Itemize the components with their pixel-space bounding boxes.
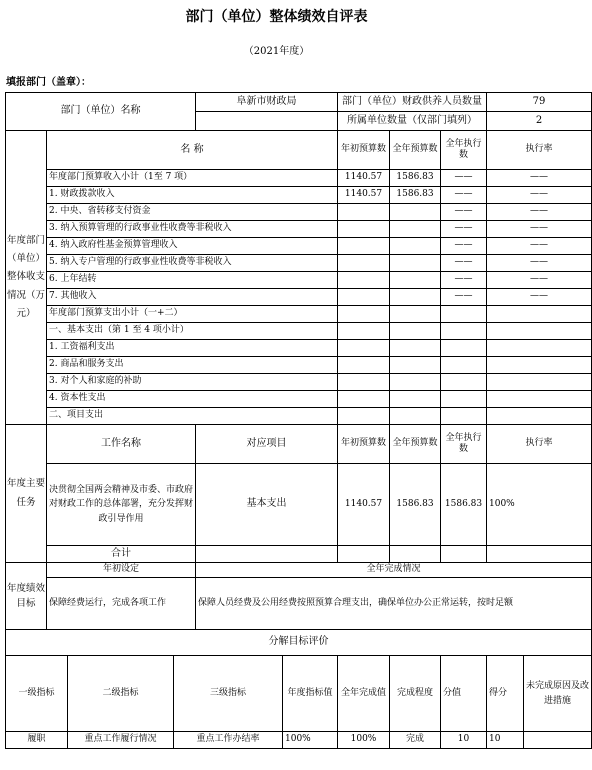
budget-row-name: 5. 纳入专户管理的行政事业性收费等非税收入 — [47, 255, 338, 272]
budget-row-initial — [338, 408, 390, 425]
budget-row-executed — [441, 357, 487, 374]
budget-row-executed: —— — [441, 238, 487, 255]
subunit-count-label: 所属单位数量（仅部门填列） — [338, 112, 487, 131]
eval-header-score: 分值 — [441, 656, 487, 732]
tasks-total-annual — [390, 546, 441, 563]
budget-row-rate: —— — [487, 170, 592, 187]
task-rate: 100% — [487, 464, 592, 546]
budget-row-annual — [390, 272, 441, 289]
budget-row-rate — [487, 357, 592, 374]
budget-row-initial — [338, 374, 390, 391]
budget-row-rate — [487, 323, 592, 340]
budget-row-executed — [441, 391, 487, 408]
budget-row-name: 一、基本支出（第 1 至 4 项小计） — [47, 323, 338, 340]
budget-row-executed — [441, 306, 487, 323]
budget-row-executed — [441, 323, 487, 340]
budget-row-executed: —— — [441, 221, 487, 238]
budget-row-initial — [338, 357, 390, 374]
budget-row-name: 6. 上年结转 — [47, 272, 338, 289]
budget-row-initial — [338, 238, 390, 255]
task-executed: 1586.83 — [441, 464, 487, 546]
eval-row-actual: 100% — [338, 732, 390, 749]
budget-row-rate — [487, 374, 592, 391]
dept-name-value: 阜新市财政局 — [196, 93, 338, 112]
goals-completion-header: 全年完成情况 — [196, 563, 592, 578]
budget-row-rate: —— — [487, 238, 592, 255]
tasks-total-initial — [338, 546, 390, 563]
eval-row-score: 10 — [441, 732, 487, 749]
eval-header-degree: 完成程度 — [390, 656, 441, 732]
filler-label: 填报部门（盖章）： — [6, 77, 91, 88]
tasks-header-executed: 全年执行数 — [441, 425, 487, 464]
report-year: （2021年度） — [243, 46, 310, 57]
budget-row-annual — [390, 221, 441, 238]
tasks-side-label: 年度主要任务 — [6, 425, 47, 563]
tasks-total-executed — [441, 546, 487, 563]
eval-row-target: 100% — [283, 732, 338, 749]
goals-initial-header: 年初设定 — [47, 563, 196, 578]
budget-row-name: 2. 中央、省转移支付资金 — [47, 204, 338, 221]
budget-row-executed: —— — [441, 170, 487, 187]
task-name: 决贯彻全国两会精神及市委、市政府对财政工作的总体部署，充分发挥财政引导作用 — [47, 464, 196, 546]
budget-row-executed: —— — [441, 187, 487, 204]
task-annual: 1586.83 — [390, 464, 441, 546]
budget-row-name: 7. 其他收入 — [47, 289, 338, 306]
budget-row-initial — [338, 306, 390, 323]
tasks-total-project — [196, 546, 338, 563]
page-title: 部门（单位）整体绩效自评表 — [185, 9, 368, 25]
budget-row-annual: 1586.83 — [390, 187, 441, 204]
budget-row-initial: 1140.57 — [338, 187, 390, 204]
budget-row-initial — [338, 272, 390, 289]
staff-count-value: 79 — [487, 93, 592, 112]
budget-row-name: 4. 纳入政府性基金预算管理收入 — [47, 238, 338, 255]
budget-row-annual — [390, 238, 441, 255]
budget-row-annual: 1586.83 — [390, 170, 441, 187]
subunit-count-value: 2 — [487, 112, 592, 131]
budget-header-executed: 全年执行数 — [441, 131, 487, 170]
budget-header-initial: 年初预算数 — [338, 131, 390, 170]
eval-header-level2: 二级指标 — [68, 656, 174, 732]
budget-row-annual — [390, 204, 441, 221]
tasks-header-name: 工作名称 — [47, 425, 196, 464]
evaluation-title: 分解目标评价 — [6, 630, 592, 656]
staff-count-label: 部门（单位）财政供养人员数量 — [338, 93, 487, 112]
budget-row-name: 3. 纳入预算管理的行政事业性收费等非税收入 — [47, 221, 338, 238]
budget-row-rate: —— — [487, 289, 592, 306]
budget-row-rate: —— — [487, 187, 592, 204]
budget-row-initial — [338, 255, 390, 272]
budget-row-name: 年度部门预算支出小计（一+二） — [47, 306, 338, 323]
budget-row-executed: —— — [441, 272, 487, 289]
tasks-header-annual: 全年预算数 — [390, 425, 441, 464]
eval-row-reason — [524, 732, 592, 749]
budget-row-rate: —— — [487, 272, 592, 289]
budget-row-annual — [390, 357, 441, 374]
budget-row-initial — [338, 391, 390, 408]
eval-row-points: 10 — [487, 732, 524, 749]
budget-row-annual — [390, 408, 441, 425]
budget-row-annual — [390, 391, 441, 408]
eval-row-level3: 重点工作办结率 — [174, 732, 283, 749]
budget-row-executed — [441, 374, 487, 391]
budget-row-rate — [487, 391, 592, 408]
budget-row-initial — [338, 221, 390, 238]
tasks-header-project: 对应项目 — [196, 425, 338, 464]
budget-row-rate: —— — [487, 221, 592, 238]
budget-header-name: 名 称 — [47, 131, 338, 170]
budget-row-rate: —— — [487, 204, 592, 221]
budget-row-name: 2. 商品和服务支出 — [47, 357, 338, 374]
eval-header-points: 得分 — [487, 656, 524, 732]
budget-header-rate: 执行率 — [487, 131, 592, 170]
task-initial: 1140.57 — [338, 464, 390, 546]
evaluation-table — [5, 92, 592, 749]
budget-row-name: 3. 对个人和家庭的补助 — [47, 374, 338, 391]
budget-row-annual — [390, 323, 441, 340]
budget-row-name: 二、项目支出 — [47, 408, 338, 425]
budget-row-rate — [487, 306, 592, 323]
budget-row-annual — [390, 340, 441, 357]
budget-row-executed — [441, 408, 487, 425]
budget-row-annual — [390, 255, 441, 272]
budget-row-name: 1. 财政拨款收入 — [47, 187, 338, 204]
dept-name-label: 部门（单位）名称 — [6, 93, 196, 131]
budget-header-annual: 全年预算数 — [390, 131, 441, 170]
budget-row-annual — [390, 374, 441, 391]
budget-row-initial — [338, 204, 390, 221]
goals-side-label: 年度绩效目标 — [6, 563, 47, 630]
tasks-total-rate — [487, 546, 592, 563]
budget-row-initial: 1140.57 — [338, 170, 390, 187]
budget-row-rate — [487, 408, 592, 425]
eval-row-level1: 履职 — [6, 732, 68, 749]
budget-row-initial — [338, 323, 390, 340]
tasks-header-initial: 年初预算数 — [338, 425, 390, 464]
budget-row-executed: —— — [441, 289, 487, 306]
goals-completion-text: 保障人员经费及公用经费按照预算合理支出，确保单位办公正常运转，按时足额 — [196, 578, 592, 630]
budget-row-executed: —— — [441, 204, 487, 221]
budget-row-annual — [390, 306, 441, 323]
eval-header-level1: 一级指标 — [6, 656, 68, 732]
eval-row-degree: 完成 — [390, 732, 441, 749]
eval-header-actual: 全年完成值 — [338, 656, 390, 732]
budget-row-rate — [487, 340, 592, 357]
budget-row-initial — [338, 340, 390, 357]
tasks-header-rate: 执行率 — [487, 425, 592, 464]
budget-row-initial — [338, 289, 390, 306]
budget-row-executed — [441, 340, 487, 357]
budget-row-name: 年度部门预算收入小计（1至 7 项） — [47, 170, 338, 187]
eval-header-reason: 未完成原因及改进措施 — [524, 656, 592, 732]
budget-row-executed: —— — [441, 255, 487, 272]
eval-header-level3: 三级指标 — [174, 656, 283, 732]
budget-row-rate: —— — [487, 255, 592, 272]
dept-name-blank — [196, 112, 338, 131]
task-project: 基本支出 — [196, 464, 338, 546]
budget-row-name: 4. 资本性支出 — [47, 391, 338, 408]
tasks-total-label: 合计 — [47, 546, 196, 563]
eval-header-target: 年度指标值 — [283, 656, 338, 732]
budget-row-annual — [390, 289, 441, 306]
budget-row-name: 1. 工资福利支出 — [47, 340, 338, 357]
budget-side-label: 年度部门（单位）整体收支情况（万元） — [6, 131, 47, 425]
eval-row-level2: 重点工作履行情况 — [68, 732, 174, 749]
goals-initial-text: 保障经费运行，完成各项工作 — [47, 578, 196, 630]
